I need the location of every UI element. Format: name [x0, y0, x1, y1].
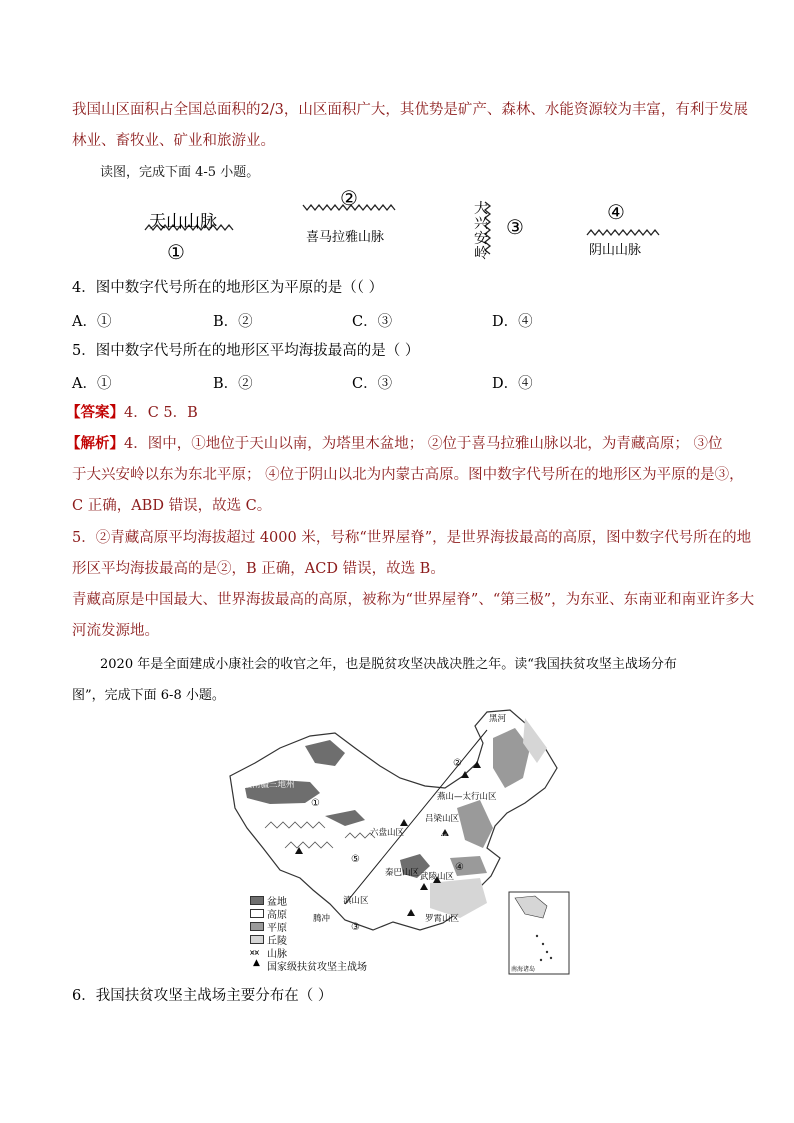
- answer-tag: 【答案】: [66, 404, 124, 421]
- legend-triangle-icon: ▲: [253, 958, 260, 968]
- label-num-2: ②: [453, 758, 462, 769]
- legend-basin: 盆地: [267, 897, 287, 908]
- intro-line-2: 林业、畜牧业、矿业和旅游业。: [72, 133, 275, 149]
- analysis-line-6: 青藏高原是中国最大、世界海拔最高的高原，被称为“世界屋脊”、“第三极”，为东亚、东南亚和南亚许多大: [72, 592, 755, 608]
- prompt-6-8-line-2: 图”，完成下面 6-8 小题。: [72, 688, 225, 703]
- q5-option-d: D．④: [492, 376, 533, 392]
- q4-option-c: C．③: [352, 314, 393, 330]
- yinshan-mountain-icon: [587, 230, 659, 235]
- label-luoxiao: 罗霄山区: [425, 914, 460, 924]
- legend-swatch-plateau: [250, 909, 264, 918]
- legend-swatch-plain: [250, 922, 264, 931]
- prompt-6-8-line-1: 2020 年是全面建成小康社会的收官之年，也是脱贫攻坚决战决胜之年。读“我国扶贫攻坚主战场分布: [100, 657, 677, 672]
- label-num-5: ⑤: [351, 854, 360, 865]
- legend-mountain-icon: ⩙⩙: [250, 948, 260, 957]
- question-6-stem: 6．我国扶贫攻坚主战场主要分布在（ ）: [72, 988, 333, 1004]
- label-qinba: 秦巴山区: [385, 868, 420, 878]
- analysis-line-7: 河流发源地。: [72, 623, 159, 639]
- q4-option-b: B．②: [213, 314, 253, 330]
- question-4-stem: 4．图中数字代号所在的地形区为平原的是（（ ）: [72, 280, 384, 296]
- mountain-symbols: [140, 190, 660, 265]
- number-4-marker: ④: [607, 200, 625, 224]
- analysis-line-4: 5．②青藏高原平均海拔超过 4000 米，号称“世界屋脊”，是世界海拔最高的高原，图中数字代号所在的地: [72, 530, 752, 546]
- number-1-marker: ①: [167, 240, 185, 264]
- mountain-figure: [140, 186, 660, 265]
- number-2-marker: ②: [340, 186, 358, 210]
- label-dabie: 大别山区: [430, 834, 465, 844]
- label-num-4: ④: [455, 862, 464, 873]
- analysis-line-1: [66, 434, 722, 454]
- q5-option-c: C．③: [352, 376, 393, 392]
- label-xinjiang: 南疆南疆三地州: [235, 780, 295, 790]
- analysis-text-1: 4．图中，①地位于天山以南，为塔里木盆地； ②位于喜马拉雅山脉以北，为青藏高原； ③位: [124, 436, 723, 452]
- label-dian: 滇山区: [343, 896, 369, 906]
- analysis-tag: 【解析】: [66, 435, 124, 452]
- himalaya-label: 喜马拉雅山脉: [306, 230, 385, 245]
- legend-hills: 丘陵: [267, 936, 287, 947]
- label-num-3: ③: [351, 922, 360, 933]
- number-3-marker: ③: [506, 215, 524, 239]
- q5-option-a: A．①: [72, 376, 112, 392]
- label-nanhai: 南海诸岛: [511, 966, 536, 973]
- label-lvliang: 吕梁山区: [425, 814, 460, 824]
- legend-swatch-hills: [250, 935, 264, 944]
- analysis-line-5: 形区平均海拔最高的是②，B 正确，ACD 错误，故选 B。: [72, 561, 445, 577]
- poverty-map: [225, 708, 575, 980]
- question-5-stem: 5．图中数字代号所在的地形区平均海拔最高的是（ ）: [72, 343, 420, 359]
- q4-option-a: A．①: [72, 314, 112, 330]
- daxinganling-label: 大兴安岭: [474, 201, 488, 262]
- intro-line-1: 我国山区面积占全国总面积的2/3，山区面积广大，其优势是矿产、森林、水能资源较为丰富，有利于发展: [72, 102, 748, 118]
- label-wuling: 武陵山区: [420, 872, 455, 882]
- tianshan-label: 天山山脉: [149, 212, 217, 232]
- prompt-4-5: 读图，完成下面 4-5 小题。: [100, 165, 260, 180]
- analysis-line-2: 于大兴安岭以东为东北平原； ④位于阴山以北为内蒙古高原。图中数字代号所在的地形区为平原的是③，: [72, 467, 744, 483]
- q5-option-b: B．②: [213, 376, 253, 392]
- label-num-1: ①: [311, 798, 320, 809]
- legend-poverty-area: 国家级扶贫攻坚主战场: [267, 962, 367, 973]
- label-heihe: 黑河: [489, 714, 507, 724]
- legend-mountain: 山脉: [267, 949, 287, 960]
- label-yanshan: 燕山—太行山区: [437, 792, 497, 802]
- answer-text: 4．C 5．B: [124, 405, 198, 421]
- yinshan-label: 阴山山脉: [589, 243, 642, 258]
- q4-option-d: D．④: [492, 314, 533, 330]
- legend-swatch-basin: [250, 896, 264, 905]
- label-tengchong: 腾冲: [313, 914, 331, 924]
- analysis-line-3: C 正确，ABD 错误，故选 C。: [72, 498, 272, 514]
- answer-line: [66, 403, 198, 423]
- legend-plateau: 高原: [267, 910, 287, 921]
- label-liupan: 六盘山区: [370, 828, 405, 838]
- legend-plain: 平原: [267, 923, 287, 934]
